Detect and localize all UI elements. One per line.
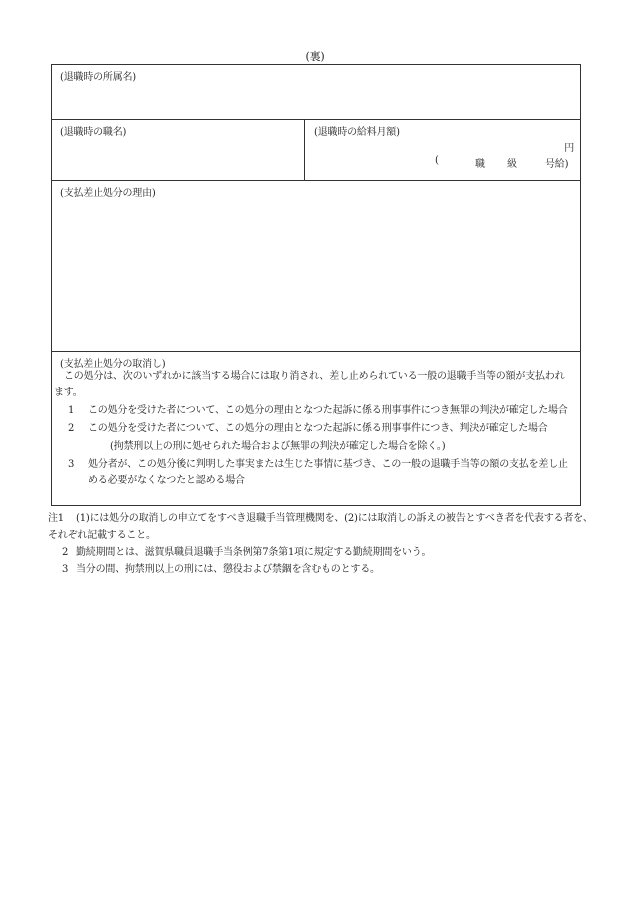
cancellation-item [54,421,574,455]
footnote-text: (1)には処分の取消しの申立てをすべき退職手当管理機関を、(2)には取消しの訴えの被告とすべき者を代表する者を、それぞれ記載すること。 [48,513,593,541]
grade-gokyu: 号給) [545,159,569,170]
item-number: 2 [68,423,75,434]
column-divider [304,120,305,180]
retirement-department-field [52,65,580,120]
cancellation-section [52,352,580,507]
item-text: この処分を受けた者について、この処分の理由となつた起訴に係る刑事事件につき無罪の判決が確定した場合 [88,405,568,416]
item-number: 3 [68,459,75,470]
position-and-pay-row [52,120,580,181]
retirement-position-label: (退職時の職名) [60,127,127,138]
suspension-reason-label: (支払差止処分の理由) [60,188,156,199]
footnote-number: 注1 [48,513,64,524]
footnote [48,510,596,544]
footnotes [48,510,596,578]
cancellation-item [54,403,574,419]
footnote-text: 当分の間、拘禁刑以上の刑には、懲役および禁錮を含むものとする。 [76,564,380,575]
pay-unit-yen: 円 [564,143,574,154]
item-text: この処分を受けた者について、この処分の理由となつた起訴に係る刑事事件につき、判決が確定した場合 [88,423,548,434]
cancellation-intro: この処分は、次のいずれかに該当する場合には取り消され、差し止められている一般の退職手当等の額が支払われます。 [54,371,565,398]
grade-kyu: 級 [507,159,517,170]
item-text: 処分者が、この処分後に判明した事実または生じた事情に基づき、この一般の退職手当等の額の支払を差し止める必要がなくなつたと認める場合 [88,459,568,486]
monthly-pay-label: (退職時の給料月額) [314,127,400,138]
footnote [48,561,596,578]
suspension-reason-field [52,181,580,352]
cancellation-title: (支払差止処分の取消し) [60,359,166,370]
page-heading: (裏) [305,50,325,63]
footnote-text: 勤続期間とは、滋賀県職員退職手当条例第7条第1項に規定する勤続期間をいう。 [76,547,432,558]
cancellation-item [54,457,574,489]
grade-shoku: 職 [475,159,485,170]
footnote [48,544,596,561]
item2-parenthetical: (拘禁刑以上の刑に処せられた場合および無罪の判決が確定した場合を除く。) [110,441,446,452]
grade-line [435,155,575,169]
disposition-form [51,64,581,506]
footnote-number: 2 [62,547,69,558]
footnote-number: 3 [62,564,69,575]
retirement-department-label: (退職時の所属名) [60,72,137,83]
grade-open-paren: ( [435,155,439,166]
item-number: 1 [68,405,75,416]
cancellation-body [54,369,574,489]
